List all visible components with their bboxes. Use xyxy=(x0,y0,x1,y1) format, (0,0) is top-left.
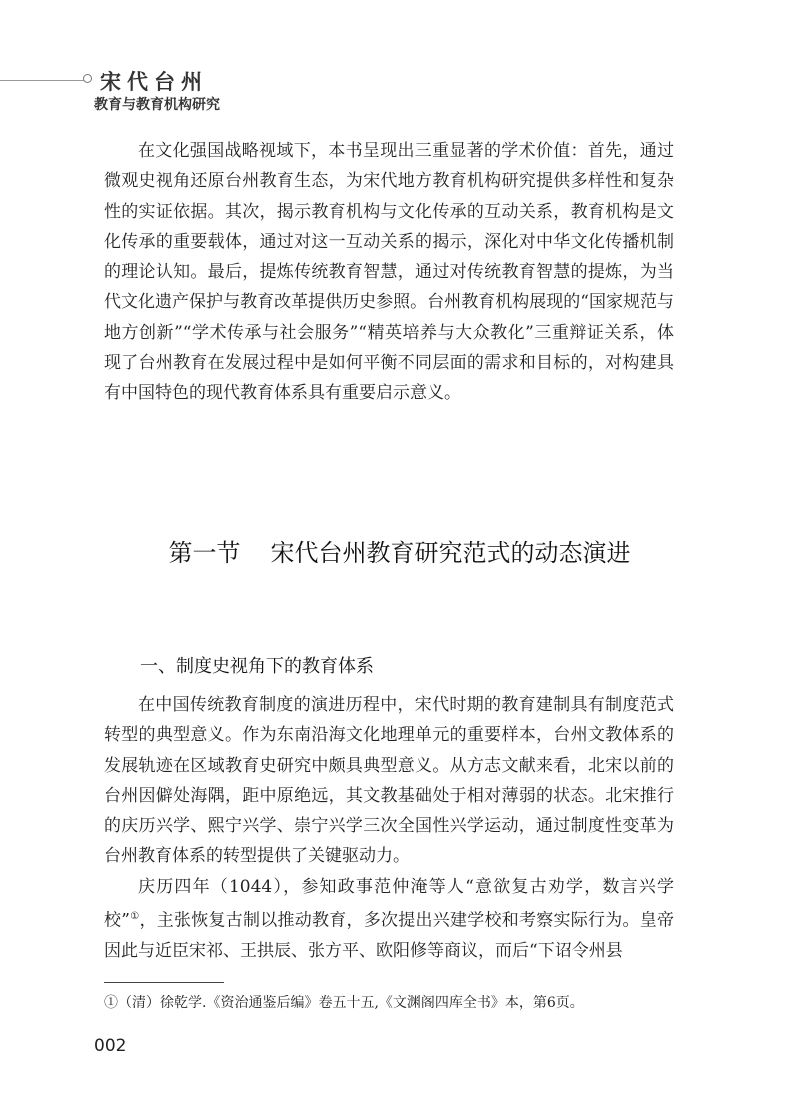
section-heading xyxy=(0,533,799,568)
body-paragraph-1: 在中国传统教育制度的演进历程中，宋代时期的教育建制具有制度范式转型的典型意义。作为东南沿海文化地理单元的重要样本，台州文教体系的发展轨迹在区域教育史研究中颇具典型意义。从方志文献来看，北宋以前的台州因僻处海隅，距中原绝远，其文教基础处于相对薄弱的状态。北宋推行的庆历兴学、熙宁兴学、崇宁兴学三次全国性兴学运动，通过制度性变革为台州教育体系的转型提供了关键驱动力。 xyxy=(104,695,674,867)
running-header-subtitle: 教育与教育机构研究 xyxy=(94,97,220,113)
page-number: 002 xyxy=(94,1036,127,1056)
subsection-heading: 一、制度史视角下的教育体系 xyxy=(140,656,374,677)
header-circle-ornament xyxy=(83,74,92,83)
section-number: 第一节 xyxy=(168,539,241,567)
footnote: ①（清）徐乾学.《资治通鉴后编》卷五十五,《文渊阁四库全书》本，第6页。 xyxy=(104,995,584,1011)
footnote-reference[interactable]: ① xyxy=(129,911,140,923)
running-header-title: 宋代台州 xyxy=(100,69,208,94)
intro-paragraph: 在文化强国战略视域下，本书呈现出三重显著的学术价值：首先，通过微观史视角还原台州教育生态，为宋代地方教育机构研究提供多样性和复杂性的实证依据。其次，揭示教育机构与文化传承的互动关系，教育机构是文化传承的重要载体，通过对这一互动关系的揭示，深化对中华文化传播机制的理论认知。最后，提炼传统教育智慧，通过对传统教育智慧的提炼，为当代文化遗产保护与教育改革提供历史参照。台州教育机构展现的“国家规范与地方创新”“学术传承与社会服务”“精英培养与大众教化”三重辩证关系，体现了台州教育在发展过程中是如何平衡不同层面的需求和目标的，对构建具有中国特色的现代教育体系具有重要启示意义。 xyxy=(104,141,674,404)
paragraph-text: 庆历四年（1044），参知政事范仲淹等人“意欲复古劝学，数言兴学校” xyxy=(104,877,674,931)
header-rule xyxy=(0,80,84,81)
section-title: 宋代台州教育研究范式的动态演进 xyxy=(270,539,631,567)
footnote-divider xyxy=(104,982,224,983)
paragraph-text-continued: ，主张恢复古制以推动教育，多次提出兴建学校和考察实际行为。皇帝因此与近臣宋祁、王拱辰、张方平、欧阳修等商议，而后“下诏令州县 xyxy=(104,910,675,962)
body-paragraph-2 xyxy=(104,872,674,967)
